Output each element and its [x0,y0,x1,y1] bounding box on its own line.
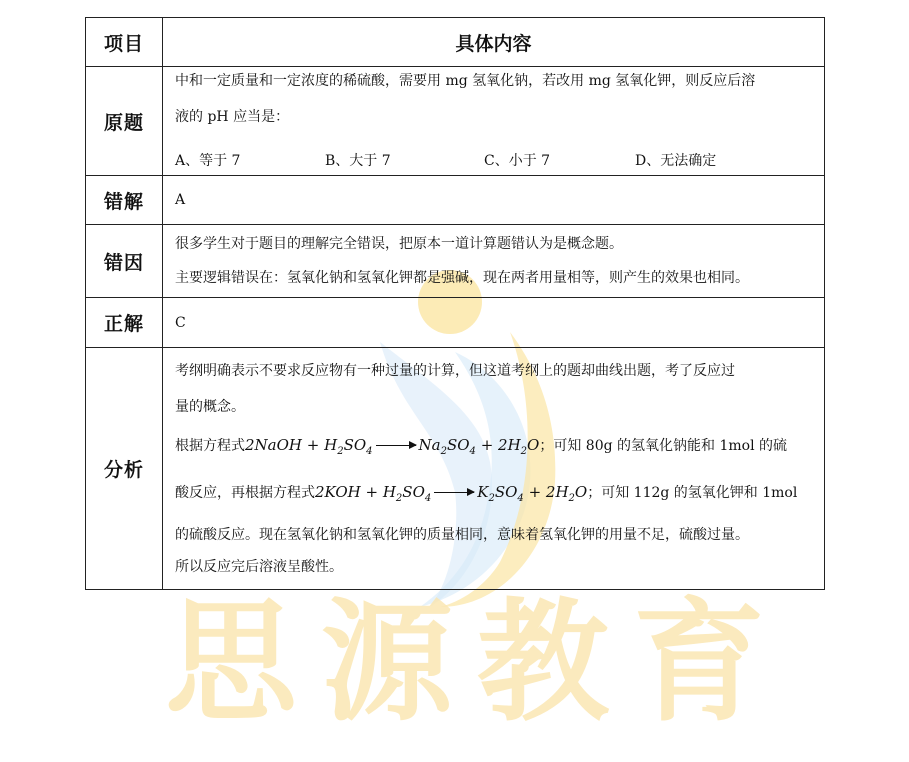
wrong-reason-line-1: 很多学生对于题目的理解完全错误，把原本一道计算题错认为是概念题。 [175,236,623,252]
correct-answer-row [86,298,825,348]
question-options [175,150,816,172]
option-b: B、大于 7 [325,153,391,169]
question-line-1: 中和一定质量和一定浓度的稀硫酸，需要用 mg 氢氧化钠，若改用 mg 氢氧化钾，则反应后溶 [175,73,756,89]
correct-answer-value: C [163,298,825,348]
analysis-line-2: 量的概念。 [175,398,245,415]
analysis-label: 分析 [86,348,163,590]
equation-suffix: ；可知 112g 的氢氧化钾和 1mol [587,484,798,501]
analysis-equation-line-2 [175,481,816,510]
analysis-line-1: 考纲明确表示不要求反应物有一种过量的计算，但这道考纲上的题却曲线出题，考了反应过 [175,362,735,379]
question-content [163,67,825,176]
watermark-char: 思 [165,586,297,740]
correct-answer-label: 正解 [86,298,163,348]
analysis-row [86,348,825,590]
wrong-answer-value: A [163,176,825,225]
error-analysis-table [85,17,825,590]
watermark-char: 育 [633,586,765,740]
wrong-reason-line-2: 主要逻辑错误在：氢氧化钠和氢氧化钾都是强碱，现在两者用量相等，则产生的效果也相同。 [175,270,749,286]
watermark-char: 教 [477,586,609,740]
header-item-cell: 项目 [86,18,163,67]
reaction-arrow-icon [376,445,416,446]
question-label: 原题 [86,67,163,176]
wrong-reason-label: 错因 [86,225,163,298]
equation-koh: $2KOH + H_2SO_4$ $K_2SO_4 + 2H_2O$ [315,482,588,504]
watermark-char: 源 [321,586,453,740]
question-row [86,67,825,176]
analysis-line-6: 所以反应完后溶液呈酸性。 [175,558,343,575]
wrong-reason-row [86,225,825,298]
wrong-answer-row [86,176,825,225]
equation-naoh: 2NaOH + $H_2SO_4$ $Na_2SO_4 + 2H_2O$ [245,435,540,457]
analysis-equation-line-1 [175,434,816,463]
wrong-reason-content [163,225,825,298]
reaction-arrow-icon [434,492,474,493]
option-a: A、等于 7 [175,153,241,169]
equation-prefix: 酸反应，再根据方程式 [175,484,315,501]
analysis-content [163,348,825,590]
header-row [86,18,825,67]
header-content-cell: 具体内容 [163,18,825,67]
watermark-text [165,588,765,738]
option-c: C、小于 7 [484,153,551,169]
equation-suffix: ；可知 80g 的氢氧化钠能和 1mol 的硫 [539,437,788,454]
wrong-answer-label: 错解 [86,176,163,225]
analysis-line-5: 的硫酸反应。现在氢氧化钠和氢氧化钾的质量相同，意味着氢氧化钾的用量不足，硫酸过量。 [175,526,749,543]
question-line-2: 液的 pH 应当是： [175,109,290,125]
equation-prefix: 根据方程式 [175,437,245,454]
option-d: D、无法确定 [635,153,717,169]
